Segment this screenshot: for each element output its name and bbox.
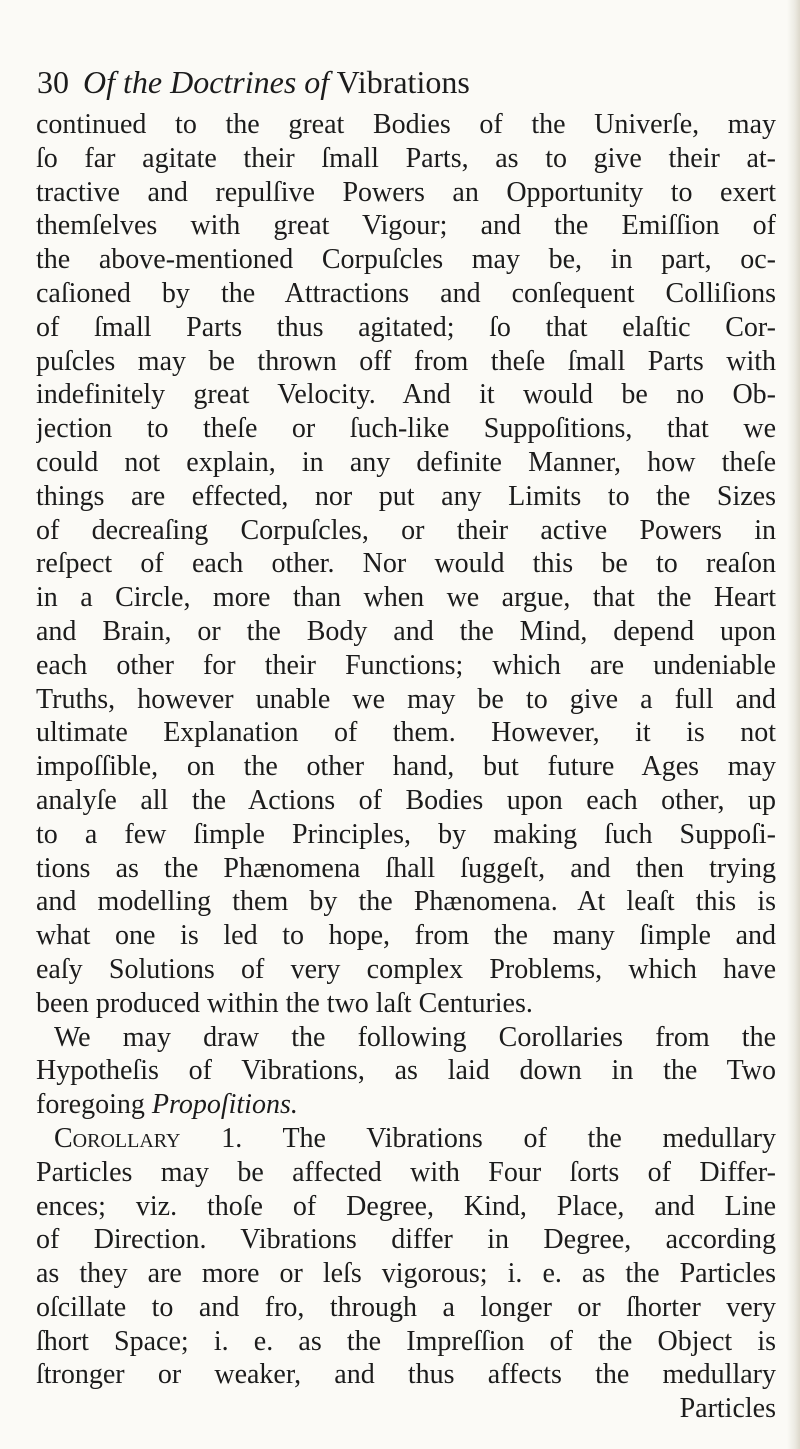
text-line: themſelves with great Vigour; and the Emiſſion of bbox=[36, 210, 776, 242]
text-line: impoſſible, on the other hand, but future Ages may bbox=[36, 751, 776, 783]
text-line: puſcles may be thrown off from theſe ſmall Parts with bbox=[36, 345, 776, 377]
corollary-line: of Direction. Vibrations differ in Degree, according bbox=[36, 1224, 776, 1256]
text-line: to a few ſimple Principles, by making ſuch Suppoſi- bbox=[36, 818, 776, 850]
text-line: tions as the Phænomena ſhall ſuggeſt, and then trying bbox=[36, 852, 776, 884]
text-line: Truths, however unable we may be to give a full and bbox=[36, 683, 776, 715]
text-line: in a Circle, more than when we argue, that the Heart bbox=[36, 582, 776, 614]
corollary-label: Corollary bbox=[54, 1122, 181, 1154]
paragraph-line: We may draw the following Corollaries from the bbox=[54, 1021, 776, 1053]
text-line: eaſy Solutions of very complex Problems, which have bbox=[36, 953, 776, 985]
body-text bbox=[36, 108, 796, 1426]
corollary-line: ſtronger or weaker, and thus affects the medullary bbox=[36, 1359, 776, 1391]
text-line: caſioned by the Attractions and conſequent Colliſions bbox=[36, 277, 776, 309]
text-line: could not explain, in any definite Manner, how theſe bbox=[36, 446, 776, 478]
text-line: continued to the great Bodies of the Univerſe, may bbox=[36, 109, 776, 140]
corollary-line: oſcillate to and fro, through a longer or ſhorter very bbox=[36, 1291, 776, 1323]
text-line: been produced within the two laſt Centuries. bbox=[36, 987, 533, 1019]
corollary-line: ences; viz. thoſe of Degree, Kind, Place, and Line bbox=[36, 1190, 776, 1222]
text-line: tractive and repulſive Powers an Opportunity to exert bbox=[36, 176, 776, 208]
paragraph-line: Hypotheſis of Vibrations, as laid down in the Two bbox=[36, 1055, 776, 1087]
corollary-line: ſhort Space; i. e. as the Impreſſion of the Object is bbox=[36, 1325, 776, 1357]
text-line: reſpect of each other. Nor would this be to reaſon bbox=[36, 548, 776, 580]
corollary-heading-line bbox=[36, 1122, 776, 1156]
running-title-roman: Vibrations bbox=[336, 64, 470, 100]
text-line: and Brain, or the Body and the Mind, depend upon bbox=[36, 615, 776, 647]
page-number: 30 bbox=[37, 64, 69, 100]
text-line: each other for their Functions; which are undeniable bbox=[36, 649, 776, 681]
corollary-text: The Vibrations of the medullary bbox=[282, 1122, 776, 1154]
corollary-line: as they are more or leſs vigorous; i. e. as the Particles bbox=[36, 1258, 776, 1290]
text-line: of ſmall Parts thus agitated; ſo that elaſtic Cor- bbox=[36, 311, 776, 343]
text-line: of decreaſing Corpuſcles, or their active Powers in bbox=[36, 514, 776, 546]
text-line: things are effected, nor put any Limits to the Sizes bbox=[36, 480, 776, 512]
text-line: the above-mentioned Corpuſcles may be, in part, oc- bbox=[36, 244, 776, 276]
paragraph-line bbox=[36, 1088, 796, 1122]
text-line: jection to theſe or ſuch-like Suppoſitions, that we bbox=[36, 413, 776, 445]
text-line: analyſe all the Actions of Bodies upon each other, up bbox=[36, 784, 776, 816]
running-title-italic: Of the Doctrines of bbox=[83, 64, 330, 100]
paragraph-text: foregoing bbox=[36, 1089, 145, 1121]
text-line: what one is led to hope, from the many ſimple and bbox=[36, 920, 776, 952]
propositions-italic: Propoſitions. bbox=[151, 1089, 298, 1121]
running-head bbox=[37, 62, 797, 102]
text-line: and modelling them by the Phænomena. At leaſt this is bbox=[36, 886, 776, 918]
text-line: indefinitely great Velocity. And it would be no Ob- bbox=[36, 379, 776, 411]
corollary-line: Particles may be affected with Four ſorts of Differ- bbox=[36, 1156, 776, 1188]
text-line: ultimate Explanation of them. However, it is not bbox=[36, 717, 776, 749]
catchword: Particles bbox=[679, 1393, 776, 1425]
text-line: ſo far agitate their ſmall Parts, as to give their at- bbox=[36, 142, 776, 174]
corollary-number: 1. bbox=[221, 1122, 243, 1154]
